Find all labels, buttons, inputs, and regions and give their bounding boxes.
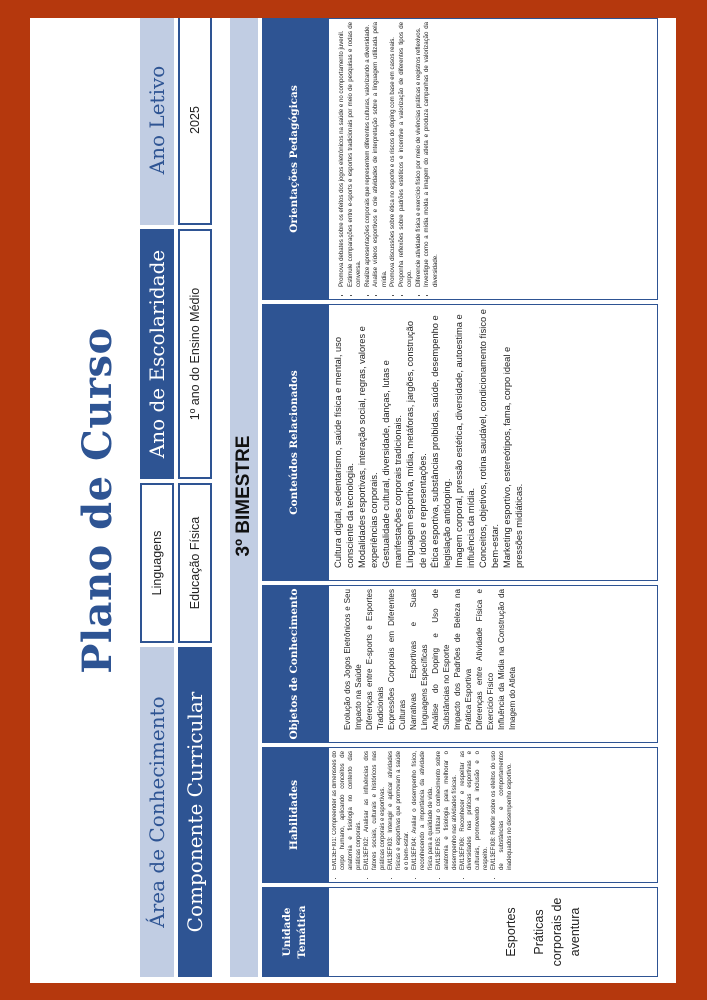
area-value: Linguagens <box>140 483 174 643</box>
objetos-list <box>342 589 518 739</box>
list-item: • Realize apresentações corporais que representem diferentes culturas, valorizando a diversidade. <box>364 22 373 287</box>
header-conteudos: Conteúdos Relacionados <box>262 304 328 581</box>
list-item: • Influência da Mídia na Construção da Imagem do Atleta <box>496 589 518 730</box>
list-item: • Expressões Corporais em Diferentes Culturas <box>386 589 408 730</box>
list-item: • EM13EFI05: Utilizar o conhecimento sobre anatomia e fisiologia para melhorar o desempenho nas atividades físicas. <box>436 751 460 870</box>
unidade-praticas-aventura: Práticas corporais de aventura <box>532 897 583 967</box>
list-item: • Cultura digital, sedentarismo, saúde física e mental, uso consciente da tecnologia. <box>332 309 356 568</box>
rotated-plan-sheet <box>30 18 676 983</box>
area-label: Área de Conhecimento <box>140 647 174 977</box>
conteudos-cell <box>332 309 654 577</box>
list-item: • EM13EFI08: Refletir sobre os efeitos do uso de substâncias e comportamentos inadequados no desempenho esportivo. <box>491 751 515 870</box>
componente-value: Educação Física <box>178 483 212 643</box>
list-item: • EM13EFI02: Analisar as influências dos fatores sociais, culturais e históricos nas práticas corporais e esportivas. <box>364 751 388 870</box>
list-item: • Conceitos, objetivos, rotina saudável, condicionamento físico e bem-estar. <box>477 309 501 568</box>
list-item: • Promova debates sobre os efeitos dos jogos eletrônicos na saúde e no comportamento juvenil. <box>338 22 347 287</box>
header-objetos: Objetos de Conhecimento <box>262 585 328 743</box>
list-item: • Gestualidade cultural, diversidade, danças, lutas e manifestações corporais tradicionais. <box>380 309 404 568</box>
list-item: • Impacto dos Padrões de Beleza na Prática Esportiva <box>452 589 474 730</box>
list-item: • Proponha reflexões sobre padrões estéticos e incentive a valorização de diferentes tipos de corpo. <box>398 22 415 287</box>
orientacoes-list <box>338 22 440 296</box>
objetos-cell <box>342 589 664 739</box>
componente-label: Componente Curricular <box>178 647 212 977</box>
list-item: • EM13EFI06: Reconhecer e respeitar as diversidades nas práticas esportivas e culturais, promovendo a inclusão e o respeito. <box>460 751 492 870</box>
header-habilidades: Habilidades <box>262 747 328 883</box>
list-item: • Imagem corporal, pressão estética, diversidade, autoestima e influência da mídia. <box>453 309 477 568</box>
col-unidade-frame <box>328 887 658 977</box>
list-item: • Investigue como a mídia molda a imagem do atleta e produza campanhas de valorização da diversidade. <box>423 22 440 287</box>
bimestre-banner: 3º BIMESTRE <box>230 18 258 977</box>
list-item: • EM13EFI03: Interagir e aplicar atividades físicas e esportivas que promovam a saúde e o bem-estar. <box>388 751 412 870</box>
list-item: • EM13EFI04: Avaliar o desempenho físico, reconhecendo a importância da atividade física para a qualidade de vida. <box>412 751 436 870</box>
ano-letivo-value: 2025 <box>178 18 212 225</box>
list-item: • Diferenças entre Atividade Física e Exercício Físico <box>474 589 496 730</box>
list-item: • Analise vídeos esportivos e crie atividades de interpretação sobre a linguagem utilizada pela mídia. <box>372 22 389 287</box>
list-item: • Diferencie atividade física e exercício físico por meio de vivências práticas e registros reflexivos. <box>415 22 424 287</box>
list-item: • Estimule comparações entre e-sports e esportes tradicionais por meio de pesquisas e rodas de conversa. <box>347 22 364 287</box>
ano-escolaridade-value: 1º ano do Ensino Médio <box>178 229 212 479</box>
unidade-esportes: Esportes <box>504 907 518 957</box>
habilidades-list <box>332 751 515 879</box>
page-title: Plano de Curso <box>74 327 121 674</box>
list-item: • Narrativas Esportivas e Suas Linguagens Específicas <box>408 589 430 730</box>
list-item: • Marketing esportivo, estereótipos, fama, corpo ideal e pressões midiáticas. <box>501 309 525 568</box>
list-item: • EM13EFI01: Compreender as dimensões do corpo humano, aplicando conceitos de anatomia e fisiologia no contexto das práticas corporais. <box>332 751 364 870</box>
list-item: • Análise do Doping e Uso de Substâncias no Esporte <box>430 589 452 730</box>
document-page <box>30 18 676 983</box>
list-item: • Evolução dos Jogos Eletrônicos e Seu Impacto na Saúde <box>342 589 364 730</box>
conteudos-list <box>332 309 525 577</box>
ano-letivo-label: Ano Letivo <box>140 18 174 225</box>
header-orientacoes: Orientações Pedagógicas <box>262 18 328 300</box>
ano-escolaridade-label: Ano de Escolaridade <box>140 229 174 479</box>
list-item: • Diferenças entre E-sports e Esportes Tradicionais <box>364 589 386 730</box>
orientacoes-cell <box>338 22 660 296</box>
list-item: • Modalidades esportivas, interação social, regras, valores e experiências corporais. <box>356 309 380 568</box>
list-item: • Linguagem esportiva, mídia, metáforas, jargões, construção de ídolos e representações. <box>404 309 428 568</box>
list-item: • Ética esportiva, substâncias proibidas, saúde, desempenho e legislação antidoping. <box>429 309 453 568</box>
header-unidade: Unidade Temática <box>262 887 328 977</box>
habilidades-cell <box>332 751 654 879</box>
list-item: • Promova discussões sobre ética no esporte e os riscos do doping com base em casos reais. <box>389 22 398 287</box>
